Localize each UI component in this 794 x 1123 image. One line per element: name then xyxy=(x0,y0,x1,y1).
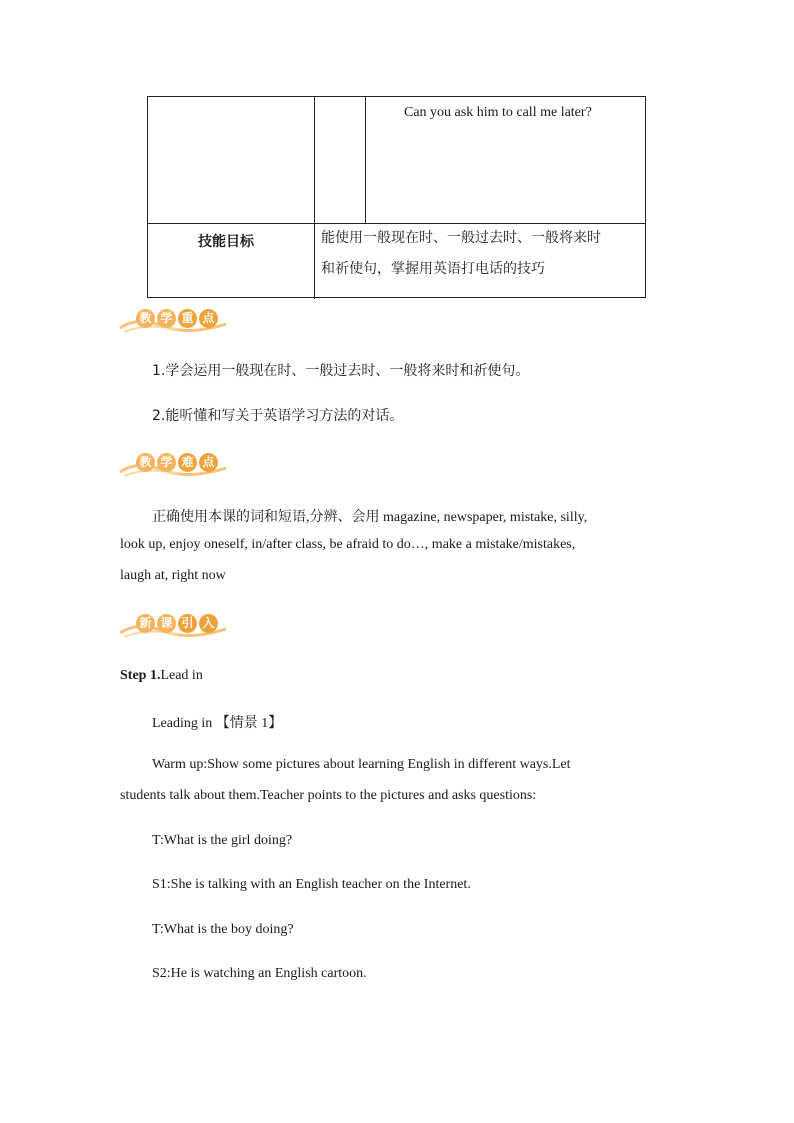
badge-char: 学 xyxy=(157,309,176,328)
badge-char: 难 xyxy=(178,453,197,472)
step-heading xyxy=(120,668,203,684)
badge-chars xyxy=(136,614,218,633)
new-lesson-badge xyxy=(118,611,228,639)
step-number: Step 1. xyxy=(120,668,161,683)
key-point-2: 2.能听懂和写关于英语学习方法的对话。 xyxy=(152,408,404,424)
badge-char: 点 xyxy=(199,453,218,472)
badge-chars xyxy=(136,309,218,328)
badge-char: 课 xyxy=(157,614,176,633)
difficulties-line1: 正确使用本课的词和短语,分辨、会用 magazine, newspaper, mistake, silly, xyxy=(152,510,588,525)
table-divider-col1 xyxy=(314,97,315,299)
table-divider-col2 xyxy=(365,97,366,223)
table-row1-text: Can you ask him to call me later? xyxy=(404,105,592,120)
skill-goal-line1: 能使用一般现在时、一般过去时、一般将来时 xyxy=(321,230,601,246)
badge-char: 教 xyxy=(136,309,155,328)
skill-goal-line2: 和祈使句，掌握用英语打电话的技巧 xyxy=(321,261,545,277)
step-title: Lead in xyxy=(160,668,203,683)
badge-char: 引 xyxy=(178,614,197,633)
skill-goal-label: 技能目标 xyxy=(198,234,254,250)
dialogue-line: S2:He is watching an English cartoon. xyxy=(152,966,367,981)
skill-goal-text xyxy=(321,223,643,285)
badge-chars xyxy=(136,453,218,472)
difficulties-line2: look up, enjoy oneself, in/after class, be afraid to do…, make a mistake/mistakes, xyxy=(120,537,576,552)
badge-char: 新 xyxy=(136,614,155,633)
key-point-1: 1.学会运用一般现在时、一般过去时、一般将来时和祈使句。 xyxy=(152,363,530,379)
dialogue-line: T:What is the girl doing? xyxy=(152,833,293,848)
leading-in-line: Leading in 【情景 1】 xyxy=(152,716,283,731)
badge-char: 教 xyxy=(136,453,155,472)
badge-char: 学 xyxy=(157,453,176,472)
difficulties-badge xyxy=(118,450,228,478)
badge-char: 重 xyxy=(178,309,197,328)
warmup-line1: Warm up:Show some pictures about learning English in different ways.Let xyxy=(152,757,571,772)
objectives-table xyxy=(147,96,646,298)
key-points-badge xyxy=(118,306,228,334)
dialogue-line: S1:She is talking with an English teacher on the Internet. xyxy=(152,877,471,892)
warmup-line2: students talk about them.Teacher points to the pictures and asks questions: xyxy=(120,788,537,803)
dialogue-line: T:What is the boy doing? xyxy=(152,922,294,937)
badge-char: 入 xyxy=(199,614,218,633)
difficulties-line3: laugh at, right now xyxy=(120,568,226,583)
badge-char: 点 xyxy=(199,309,218,328)
